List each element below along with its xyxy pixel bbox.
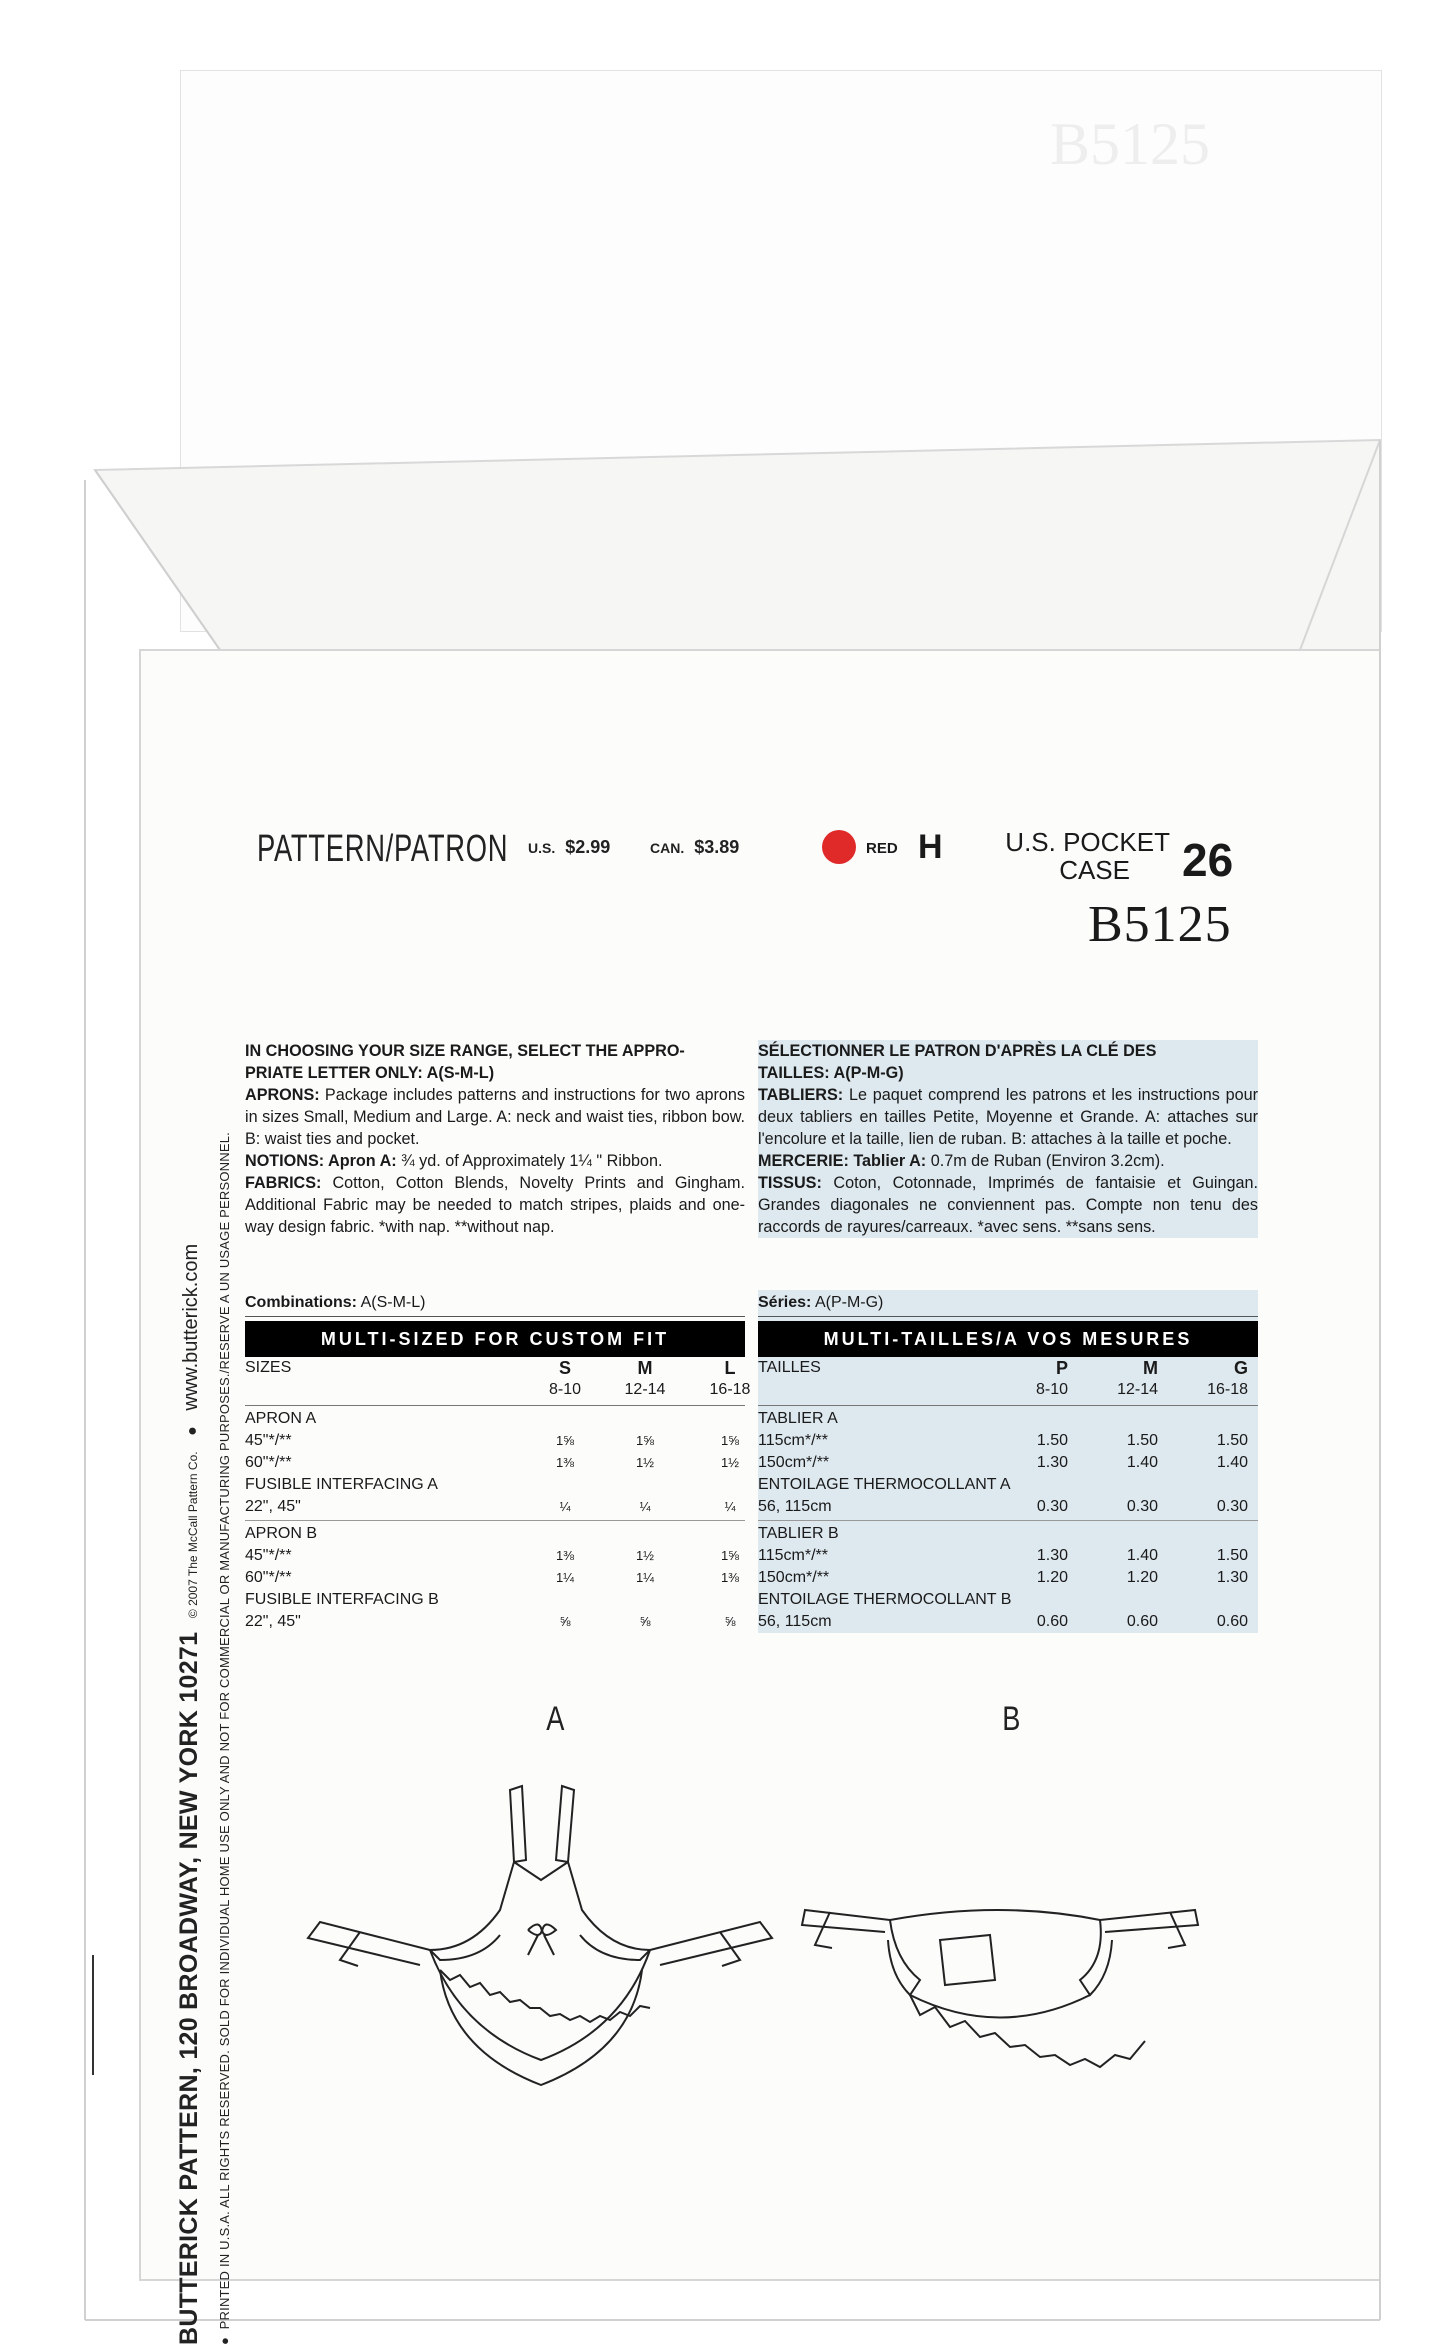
row-label: 150cm*/** [758,1454,830,1471]
red-color-dot-icon [822,830,856,864]
multi-size-banner-fr: MULTI-TAILLES/A VOS MESURES [758,1321,1258,1357]
row-value: 1⅝ [635,1433,655,1448]
row-value: ⅝ [559,1614,571,1629]
rights-text: PRINTED IN U.S.A. ALL RIGHTS RESERVED. SOLD FOR INDIVIDUAL HOME USE ONLY AND NOT FOR COMMERCIAL OR MANUFACTURING PURPOSES./RESERVE A UN USAGE PERSONNEL. [217,1132,232,2330]
view-a-label: A [546,1700,565,1738]
table-row [245,1452,745,1474]
color-label: RED [866,840,898,857]
pattern-label: PATTERN/PATRON [257,828,509,870]
row-value: 1½ [720,1455,740,1470]
row-value: 1.50 [1126,1432,1158,1449]
table-row [758,1589,1258,1611]
table-row [758,1611,1258,1633]
row-value: 0.60 [1216,1613,1248,1630]
row-value: 1⅝ [720,1433,740,1448]
english-yardage-table [245,1290,751,1633]
table-row [245,1545,745,1567]
row-value: 1.30 [1036,1454,1068,1471]
table-divider [245,1520,745,1521]
row-value: 1.40 [1126,1547,1158,1564]
row-value: 0.30 [1036,1498,1068,1515]
website-link[interactable]: www.butterick.com [180,1243,202,1411]
table-row [758,1496,1258,1518]
row-value: 1.50 [1036,1432,1068,1449]
row-value: 1.50 [1216,1547,1248,1564]
row-value: 0.30 [1216,1498,1248,1515]
row-value: ⅝ [724,1614,736,1629]
row-value: 1.20 [1036,1569,1068,1586]
row-label: 45"*/** [245,1432,292,1449]
row-label: APRON A [245,1410,317,1427]
apron-a-illustration [300,1760,820,2100]
row-value: 0.60 [1126,1613,1158,1630]
sidebar-publisher-info [175,885,255,2345]
table-divider [758,1405,1258,1406]
table-row [245,1611,745,1633]
table-row [245,1474,745,1496]
row-label: 150cm*/** [758,1569,830,1586]
row-label: TABLIER A [758,1410,838,1427]
row-label: TABLIER B [758,1525,839,1542]
pocket-case-label: U.S. POCKET CASE [1005,827,1170,885]
row-value: 0.30 [1126,1498,1158,1515]
publisher-line [175,1244,204,2345]
row-label: FUSIBLE INTERFACING A [245,1476,438,1493]
french-yardage-table [758,1290,1258,1633]
table-row [758,1523,1258,1545]
row-value: 1½ [635,1455,655,1470]
table-row [245,1408,745,1430]
row-value: 1.40 [1216,1454,1248,1471]
publisher-address: BUTTERICK PATTERN, 120 BROADWAY, NEW YORK 10271 [175,1631,203,2345]
pattern-number: B5125 [1088,896,1232,953]
table-divider [758,1520,1258,1521]
row-label: 60"*/** [245,1454,292,1471]
rights-line [217,1132,232,2345]
row-label: 56, 115cm [758,1498,832,1515]
table-row [245,1589,745,1611]
table-row [758,1545,1258,1567]
row-value: ¼ [639,1499,651,1514]
table-row [758,1430,1258,1452]
table-row [758,1567,1258,1589]
row-label: 115cm*/** [758,1432,828,1449]
apron-b-illustration [800,1760,1220,2100]
edge-mark [92,1955,94,2075]
row-value: 1⅜ [555,1548,575,1563]
row-label: ENTOILAGE THERMOCOLLANT A [758,1476,1011,1493]
row-label: 56, 115cm [758,1613,832,1630]
show-through-pattern-number: B5125 [1050,111,1211,177]
bullet-icon: ● [184,1426,201,1436]
french-description: SÉLECTIONNER LE PATRON D'APRÈS LA CLÉ DES TAILLES: A(P-M-G) TABLIERS: Le paquet comprend les patrons et les instructions pour deux tabliers en tailles Petite, Moyenne et Grande. A: attaches sur l'encolure et la taille, lien de ruban. B: attaches à la taille et poche. MERCERIE: Tablier A: 0.7m de Ruban (Environ 3.2cm). TISSUS: Coton, Cotonnade, Imprimés de fantaisie et Guingan. Grandes diagonales ne conviennent pas. Compte non tenu des raccords de rayures/carreaux. *avec sens. **sans sens. [758,1042,1258,1236]
row-value: 1⅜ [555,1455,575,1470]
case-number: 26 [1182,834,1234,886]
price-letter: H [918,828,943,866]
row-value: 1.30 [1036,1547,1068,1564]
table-row [758,1452,1258,1474]
row-label: 22", 45" [245,1613,301,1630]
row-value: 0.60 [1036,1613,1068,1630]
row-value: 1½ [635,1548,655,1563]
row-label: 45"*/** [245,1547,292,1564]
row-value: 1⅜ [720,1570,740,1585]
row-label: ENTOILAGE THERMOCOLLANT B [758,1591,1012,1608]
table-row [245,1430,745,1452]
row-value: ⅝ [639,1614,651,1629]
view-b-label: B [1002,1700,1021,1738]
table-row [758,1408,1258,1430]
size-header-row-fr: TAILLES P 8-10 M 12-14 G 16-18 [758,1358,1248,1398]
row-label: FUSIBLE INTERFACING B [245,1591,439,1608]
row-value: 1.40 [1126,1454,1158,1471]
table-row [245,1567,745,1589]
can-price: CAN. $3.89 [650,837,740,857]
table-row [758,1474,1258,1496]
row-value: 1¼ [635,1570,655,1585]
row-value: 1.50 [1216,1432,1248,1449]
bullet-icon: ● [217,2329,232,2345]
row-value: 1.20 [1126,1569,1158,1586]
row-value: 1¼ [555,1570,575,1585]
row-value: ¼ [724,1499,736,1514]
row-label: 60"*/** [245,1569,292,1586]
table-divider [245,1405,745,1406]
row-value: 1.30 [1216,1569,1248,1586]
row-value: 1⅝ [720,1548,740,1563]
us-price: U.S. $2.99 [528,837,611,857]
row-value: 1⅝ [555,1433,575,1448]
copyright-text: © 2007 The McCall Pattern Co. [186,1451,200,1619]
table-row [245,1523,745,1545]
english-description: IN CHOOSING YOUR SIZE RANGE, SELECT THE APPRO- PRIATE LETTER ONLY: A(S-M-L) APRONS: Package includes patterns and instructions for two aprons in sizes Small, Medium and Large. A: neck and waist ties, ribbon bow. B: waist ties and pocket. NOTIONS: Apron A: ¾ yd. of Approximately 1¼ " Ribbon. FABRICS: Cotton, Cotton Blends, Novelty Prints and Gingham. Additional Fabric may be needed to match stripes, plaids and one-way design fabric. *with nap. **without nap. [245,1042,746,1236]
row-value: ¼ [559,1499,571,1514]
row-label: 22", 45" [245,1498,301,1515]
multi-size-banner: MULTI-SIZED FOR CUSTOM FIT [245,1321,745,1357]
table-row [245,1496,745,1518]
row-label: APRON B [245,1525,318,1542]
series-line: Séries: A(P-M-G) [758,1290,1258,1317]
combinations-line: Combinations: A(S-M-L) [245,1290,745,1317]
row-label: 115cm*/** [758,1547,828,1564]
size-header-row: SIZES S 8-10 M 12-14 L 16-18 [245,1358,751,1398]
